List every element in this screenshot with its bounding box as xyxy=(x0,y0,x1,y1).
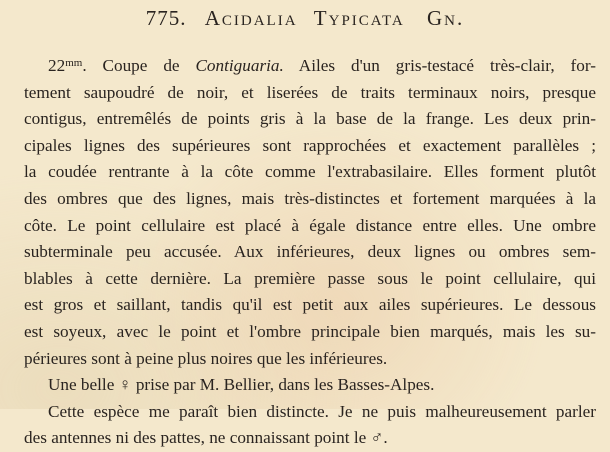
description-line: tement saupoudré de noir, et liserées de traits terminaux noirs, presque xyxy=(24,82,596,102)
description-line: la coudée rentrante à la côte comme l'extrabasilaire. Elles forment plutôt xyxy=(24,162,596,182)
description-line: $22^{mm}$. Coupe de Contiguaria. Ailes d'un gris-testacé très-clair, for- xyxy=(48,56,596,75)
description-line: est gros et saillant, tandis qu'il est petit aux ailes supérieures. Le dessous xyxy=(24,295,596,315)
species-header xyxy=(0,6,610,31)
description-line: subterminale peu accusée. Aux inférieures, deux lignes ou ombres sem- xyxy=(24,242,596,262)
wingspan-unit: mm xyxy=(65,57,83,69)
species-name: Typicata xyxy=(313,6,405,30)
description-line: est soyeux, avec le point et l'ombre principale bien marqués, mais les su- xyxy=(24,321,596,341)
description-line: contigus, entremêlés de points gris à la base de la frange. Les deux prin- xyxy=(24,109,596,129)
author-abbreviation: Gn. xyxy=(427,6,465,30)
description-line: côte. Le point cellulaire est placé à égale distance entre elles. Une ombre xyxy=(24,215,596,235)
capture-note: Une belle ♀ prise par M. Bellier, dans les Basses-Alpes. xyxy=(48,375,435,395)
compared-species: Contiguaria. xyxy=(195,56,284,75)
description-line: des ombres que des lignes, mais très-distinctes et fortement marquées à la xyxy=(24,188,596,208)
species-number: 775. xyxy=(145,6,187,30)
remark-line: des antennes ni des pattes, ne connaissant point le ♂. xyxy=(24,428,388,448)
remark-line: Cette espèce me paraît bien distincte. Je ne puis malheureusement parler xyxy=(48,401,596,421)
wingspan-value: 22 xyxy=(48,56,66,75)
genus-name: Acidalia xyxy=(204,6,298,30)
page-body xyxy=(24,50,596,452)
description-line: blables à cette dernière. La première passe sous le point cellulaire, qui xyxy=(24,268,596,288)
description-line: périeures sont à peine plus noires que les inférieures. xyxy=(24,348,388,368)
description-line: cipales lignes des supérieures sont rapprochées et exactement parallèles ; xyxy=(24,135,596,155)
